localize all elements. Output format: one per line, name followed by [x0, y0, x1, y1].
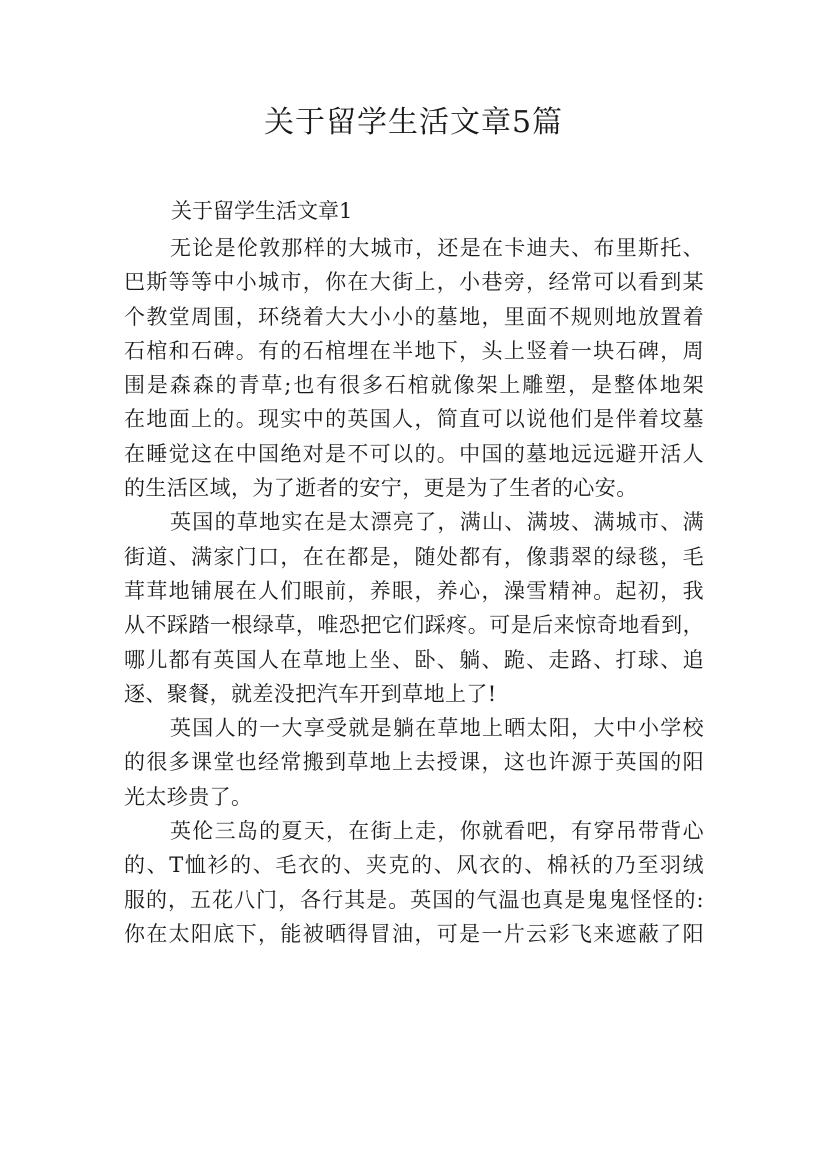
text-line: 的很多课堂也经常搬到草地上去授课，这也许源于英国的阳: [124, 750, 704, 775]
text-line: 的生活区域，为了逝者的安宁，更是为了生者的心安。: [124, 476, 638, 501]
text-line: 的、T恤衫的、毛衣的、夹克的、风衣的、棉袄的乃至羽绒: [124, 853, 704, 878]
document-title: 关于留学生活文章5篇: [263, 105, 564, 140]
text-line: 光太珍贵了。: [124, 784, 253, 809]
text-line: 从不踩踏一根绿草，唯恐把它们踩疼。可是后来惊奇地看到，: [124, 613, 704, 638]
text-line: 在地面上的。现实中的英国人，简直可以说他们是伴着坟墓: [124, 407, 704, 432]
text-line: 石棺和石碑。有的石棺埋在半地下，头上竖着一块石碑，周: [124, 338, 704, 363]
text-line: 英国的草地实在是太漂亮了，满山、满坡、满城市、满: [170, 510, 704, 535]
text-line: 你在太阳底下，能被晒得冒油，可是一片云彩飞来遮蔽了阳: [124, 921, 704, 946]
paragraph: [124, 814, 704, 951]
text-line: 街道、满家门口，在在都是，随处都有，像翡翠的绿毯，毛: [124, 544, 704, 569]
document-body: [124, 231, 704, 951]
text-line: 无论是伦敦那样的大城市，还是在卡迪夫、布里斯托、: [170, 236, 704, 260]
text-line: 围是森森的青草;也有很多石棺就像架上雕塑，是整体地架: [124, 373, 704, 398]
text-line: 逐、聚餐，就差没把汽车开到草地上了!: [124, 681, 497, 706]
text-line: 英伦三岛的夏天，在街上走，你就看吧，有穿吊带背心: [170, 819, 704, 844]
text-line: 茸茸地铺展在人们眼前，养眼，养心，澡雪精神。起初，我: [124, 578, 704, 603]
text-line: 巴斯等等中小城市，你在大街上，小巷旁，经常可以看到某: [124, 270, 704, 295]
text-line: 英国人的一大享受就是躺在草地上晒太阳，大中小学校: [170, 716, 704, 741]
text-line: 在睡觉这在中国绝对是不可以的。中国的墓地远远避开活人: [124, 441, 704, 466]
paragraph: [124, 711, 704, 814]
text-line: 哪儿都有英国人在草地上坐、卧、躺、跪、走路、打球、追: [124, 647, 704, 672]
section-heading: 关于留学生活文章1: [171, 199, 353, 223]
paragraph: [124, 231, 704, 505]
text-line: 个教堂周围，环绕着大大小小的墓地，里面不规则地放置着: [124, 304, 704, 329]
text-line: 服的，五花八门，各行其是。英国的气温也真是鬼鬼怪怪的:: [124, 887, 704, 912]
paragraph: [124, 505, 704, 711]
